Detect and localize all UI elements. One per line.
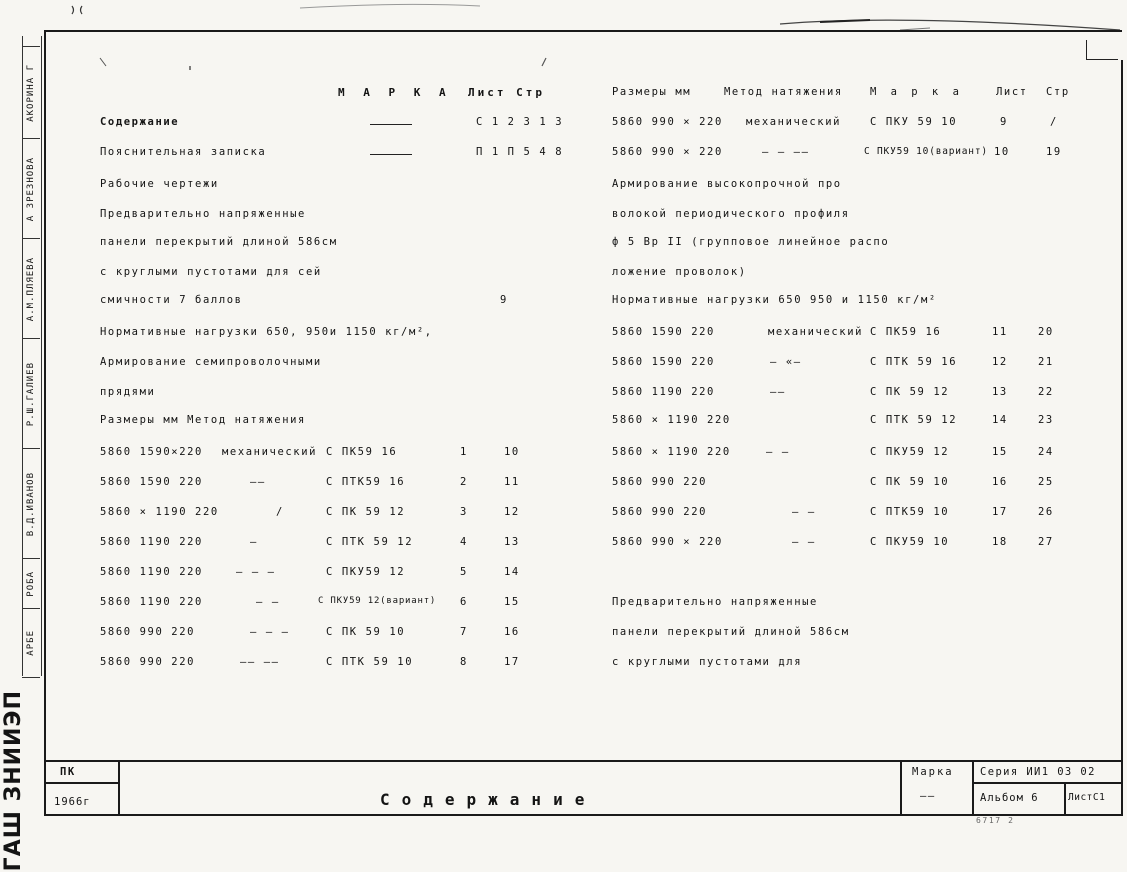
table-cell-list: 12 — [992, 356, 1008, 368]
corner-mark — [1086, 40, 1118, 60]
drawing-frame-right — [1121, 60, 1123, 816]
table-cell-method: — — — [766, 446, 790, 458]
left-row: Рабочие чертежи — [100, 178, 219, 190]
table-cell-str: 13 — [504, 536, 520, 548]
title-block-divider — [1064, 782, 1066, 816]
table-cell-str: 27 — [1038, 536, 1054, 548]
table-cell-method: —— — [770, 386, 786, 398]
left-row: Нормативные нагрузки 650, 950и 1150 кг/м², — [100, 326, 433, 338]
table-cell-method: —— —— — [240, 656, 280, 668]
right-text-row: Армирование высокопрочной про — [612, 178, 842, 190]
title-block-divider — [118, 760, 120, 816]
strip-cell: А.М.ПЛЯЕВА — [22, 238, 40, 339]
table-cell-dims: 5860 990 220 — [100, 626, 196, 638]
table-cell-dims: 5860 × 1190 220 — [612, 414, 731, 426]
right-text-row: ложение проволок) — [612, 266, 747, 278]
title-block-line — [972, 782, 1122, 784]
table-cell-marka: С ПТК 59 10 — [326, 656, 414, 668]
table-cell-list: 8 — [460, 656, 468, 668]
right-row-dims: 5860 990 × 220 — [612, 146, 723, 158]
table-cell-str: 21 — [1038, 356, 1054, 368]
table-cell-method: — — — [792, 536, 816, 548]
strip-cell: А ЗРЕЗНОВА — [22, 138, 40, 239]
table-cell-list: 2 — [460, 476, 468, 488]
table-cell-marka: С ПТК59 16 — [326, 476, 406, 488]
table-cell-dims: 5860 990 220 — [612, 506, 708, 518]
table-cell-list: 17 — [992, 506, 1008, 518]
table-cell-dims: 5860 1590 220 — [100, 476, 203, 488]
right-header-method: Метод натяжения — [724, 86, 843, 98]
right-text-row: Нормативные нагрузки 650 950 и 1150 кг/м² — [612, 294, 937, 306]
right-bottom-row: Предварительно напряженные — [612, 596, 818, 608]
table-cell-list: 1 — [460, 446, 468, 458]
right-row-marka: С ПКУ 59 10 — [870, 116, 958, 128]
table-cell-str: 23 — [1038, 414, 1054, 426]
table-cell-list: 6 — [460, 596, 468, 608]
left-row: панели перекрытий длиной 586см — [100, 236, 338, 248]
table-cell-dims: 5860 × 1190 220 — [612, 446, 731, 458]
strip-cell: В.Д.ИВАНОВ — [22, 448, 40, 559]
title-block-top-line — [46, 760, 1122, 762]
title-block-year: 1966г — [54, 796, 91, 808]
right-row-dims: 5860 990 × 220 — [612, 116, 723, 128]
table-cell-str: 26 — [1038, 506, 1054, 518]
table-cell-list: 7 — [460, 626, 468, 638]
right-bottom-row: панели перекрытий длиной 586см — [612, 626, 850, 638]
table-cell-str: 16 — [504, 626, 520, 638]
right-row-marka: С ПКУ59 10(вариант) — [864, 146, 988, 157]
table-cell-method: — — — [256, 596, 280, 608]
table-cell-list: 3 — [460, 506, 468, 518]
table-cell-marka: С ПК 59 12 — [870, 386, 950, 398]
right-row-method: — — —— — [762, 146, 810, 158]
title-block-code: ПК — [60, 766, 76, 778]
table-cell-method: —— — [250, 476, 266, 488]
table-cell-str: 10 — [504, 446, 520, 458]
table-cell-dims: 5860 1590 220 — [612, 326, 715, 338]
table-cell-dims: 5860 1190 220 — [100, 566, 203, 578]
right-bottom-row: с круглыми пустотами для — [612, 656, 803, 668]
strip-cell: АКОРИНА Г — [22, 46, 40, 139]
strip-cell: Р.Ш.ГАЛИЕВ — [22, 338, 40, 449]
table-cell-method: механический — [768, 326, 864, 338]
table-cell-list: 4 — [460, 536, 468, 548]
right-row-method: механический — [746, 116, 842, 128]
table-cell-marka: С ПТК59 10 — [870, 506, 950, 518]
table-cell-list: 13 — [992, 386, 1008, 398]
left-row-list: 9 — [500, 294, 508, 306]
left-row: смичности 7 баллов — [100, 294, 243, 306]
table-cell-dims: 5860 990 220 — [612, 476, 708, 488]
table-cell-str: 14 — [504, 566, 520, 578]
table-cell-method: механический — [222, 446, 318, 458]
right-row-str: 19 — [1046, 146, 1062, 158]
table-cell-marka: С ПК59 16 — [870, 326, 942, 338]
title-block-sheet: ЛистС1 — [1068, 792, 1106, 803]
table-cell-method: — — — — [250, 626, 290, 638]
title-block-marka-label: Марка — [912, 766, 954, 778]
table-cell-dims: 5860 1590×220 — [100, 446, 203, 458]
right-row-str: / — [1050, 116, 1058, 128]
table-cell-str: 12 — [504, 506, 520, 518]
table-cell-dims: 5860 1190 220 — [100, 536, 203, 548]
table-cell-str: 24 — [1038, 446, 1054, 458]
table-cell-marka: С ПКУ59 12 — [326, 566, 406, 578]
dash — [370, 124, 412, 125]
left-row: с круглыми пустотами для сей — [100, 266, 322, 278]
table-cell-marka: С ПК 59 10 — [326, 626, 406, 638]
table-cell-marka: С ПТК 59 12 — [870, 414, 958, 426]
left-row: прядями — [100, 386, 156, 398]
table-cell-str: 17 — [504, 656, 520, 668]
left-row: Пояснительная записка — [100, 146, 267, 158]
title-block-marka-value: —— — [920, 790, 936, 802]
table-cell-dims: 5860 1190 220 — [612, 386, 715, 398]
header-marka: М А Р К А — [338, 86, 452, 99]
title-block-divider — [972, 760, 974, 816]
organization-stamp: ГАШ ЗНИИЭП — [0, 690, 26, 872]
table-cell-list: 14 — [992, 414, 1008, 426]
left-row-ref: П 1 П 5 4 8 — [476, 146, 564, 158]
table-cell-marka: С ПК59 16 — [326, 446, 398, 458]
table-cell-str: 22 — [1038, 386, 1054, 398]
table-cell-marka: С ПК 59 12 — [326, 506, 406, 518]
table-cell-marka: С ПКУ59 12(вариант) — [318, 596, 437, 606]
left-row: Армирование семипроволочными — [100, 356, 322, 368]
table-cell-method: — — — [792, 506, 816, 518]
title-block-series: Серия ИИ1 03 02 — [980, 766, 1096, 778]
table-cell-method: / — [276, 506, 284, 518]
table-cell-marka: С ПТК 59 12 — [326, 536, 414, 548]
strip-cell: АРБЕ — [22, 608, 40, 678]
strip-cell: РОБА — [22, 558, 40, 609]
table-cell-marka: С ПК 59 10 — [870, 476, 950, 488]
right-header-str: Стр — [1046, 86, 1070, 98]
table-cell-list: 5 — [460, 566, 468, 578]
table-cell-dims: 5860 990 220 — [100, 656, 196, 668]
title-block-line — [46, 782, 118, 784]
table-cell-marka: С ПКУ59 10 — [870, 536, 950, 548]
right-header-list: Лист — [996, 86, 1028, 98]
table-cell-dims: 5860 × 1190 220 — [100, 506, 219, 518]
table-cell-dims: 5860 1190 220 — [100, 596, 203, 608]
table-cell-dims: 5860 1590 220 — [612, 356, 715, 368]
right-row-list: 10 — [994, 146, 1010, 158]
table-cell-list: 18 — [992, 536, 1008, 548]
title-block-below-number: 6717 2 — [976, 816, 1015, 825]
title-block-divider — [900, 760, 902, 816]
table-cell-method: — — [250, 536, 258, 548]
table-cell-method: — «— — [770, 356, 802, 368]
title-block-album: Альбом 6 — [980, 792, 1039, 804]
right-text-row: ф 5 Вр II (групповое линейное распо — [612, 236, 890, 248]
left-row-ref: С 1 2 3 1 3 — [476, 116, 564, 128]
table-cell-dims: 5860 990 × 220 — [612, 536, 723, 548]
title-block-title: Содержание — [380, 790, 597, 809]
table-cell-marka: С ПТК 59 16 — [870, 356, 958, 368]
right-text-row: волокой периодического профиля — [612, 208, 850, 220]
left-stamp-strip — [0, 36, 44, 872]
right-header-dims: Размеры мм — [612, 86, 692, 98]
table-cell-method: — — — — [236, 566, 276, 578]
right-header-marka: М а р к а — [870, 86, 963, 98]
left-row: Содержание — [100, 116, 180, 128]
table-cell-list: 16 — [992, 476, 1008, 488]
table-cell-list: 11 — [992, 326, 1008, 338]
table-cell-str: 20 — [1038, 326, 1054, 338]
header-list-str: Лист Стр — [468, 86, 545, 99]
table-cell-str: 11 — [504, 476, 520, 488]
table-cell-list: 15 — [992, 446, 1008, 458]
right-row-list: 9 — [1000, 116, 1008, 128]
table-cell-str: 25 — [1038, 476, 1054, 488]
table-cell-str: 15 — [504, 596, 520, 608]
table-cell-marka: С ПКУ59 12 — [870, 446, 950, 458]
dash — [370, 154, 412, 155]
left-row: Предварительно напряженные — [100, 208, 306, 220]
left-row: Размеры мм Метод натяжения — [100, 414, 306, 426]
